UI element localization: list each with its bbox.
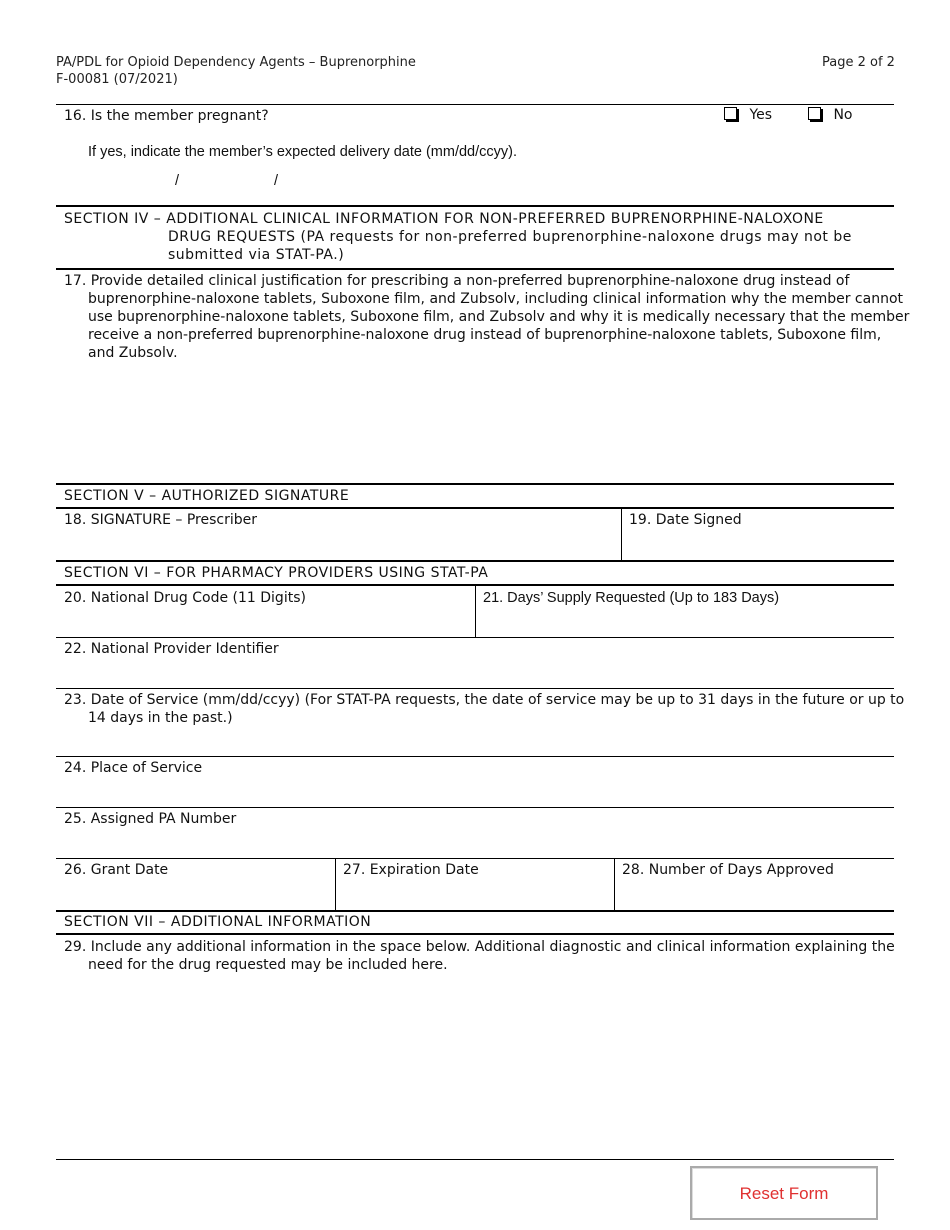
date-signed-field[interactable] <box>625 530 891 558</box>
q26-label: 26. Grant Date <box>64 862 169 878</box>
assigned-pa-number-field[interactable] <box>56 829 894 857</box>
pregnant-no-option[interactable] <box>808 107 853 123</box>
section-divider <box>56 560 894 562</box>
section-divider <box>56 205 894 207</box>
section4-heading-cont: submitted via STAT-PA.) <box>168 247 345 263</box>
reset-form-button[interactable]: Reset Form <box>690 1166 878 1220</box>
divider <box>56 637 894 638</box>
section-divider <box>56 483 894 485</box>
divider <box>56 756 894 757</box>
form-title: PA/PDL for Opioid Dependency Agents – Buprenorphine <box>56 55 416 70</box>
q23-label: 23. Date of Service (mm/dd/ccyy) (For STAT-PA requests, the date of service may be up to 31 days in the future or up to 14 days in the past.) <box>64 692 905 726</box>
q21-label: 21. Days’ Supply Requested (Up to 183 Days) <box>483 590 780 606</box>
delivery-date-field[interactable] <box>88 170 318 194</box>
divider <box>614 859 615 910</box>
form-number: F-00081 (07/2021) <box>56 72 178 87</box>
pregnant-no-checkbox[interactable] <box>808 107 821 120</box>
q16-label: 16. Is the member pregnant? <box>64 108 269 124</box>
date-separator: / <box>175 173 180 189</box>
section4-heading-cont: DRUG REQUESTS (PA requests for non-preferred buprenorphine-naloxone drugs may not be <box>168 229 852 245</box>
q18-label: 18. SIGNATURE – Prescriber <box>64 512 257 528</box>
section6-heading: SECTION VI – FOR PHARMACY PROVIDERS USING STAT-PA <box>64 565 489 581</box>
ndc-field[interactable] <box>56 608 472 636</box>
days-supply-field[interactable] <box>479 608 891 636</box>
divider <box>335 859 336 910</box>
divider <box>621 509 622 560</box>
q28-label: 28. Number of Days Approved <box>622 862 834 878</box>
signature-field[interactable] <box>56 530 616 558</box>
divider <box>56 858 894 859</box>
days-approved-field[interactable] <box>618 880 891 908</box>
date-of-service-field[interactable] <box>56 728 894 755</box>
place-of-service-field[interactable] <box>56 778 894 806</box>
expiration-date-field[interactable] <box>339 880 611 908</box>
q17-justification-field[interactable] <box>56 364 894 480</box>
page-number: Page 2 of 2 <box>822 55 895 70</box>
q29-label: 29. Include any additional information in the space below. Additional diagnostic and clinical information explaining the need for the drug requested may be included here. <box>64 939 895 973</box>
divider <box>56 688 894 689</box>
yes-label: Yes <box>749 107 773 123</box>
npi-field[interactable] <box>56 659 894 687</box>
delivery-date-instruction: If yes, indicate the member’s expected delivery date (mm/dd/ccyy). <box>88 144 518 160</box>
section-divider <box>56 933 894 935</box>
grant-date-field[interactable] <box>56 880 332 908</box>
section7-heading: SECTION VII – ADDITIONAL INFORMATION <box>64 914 372 930</box>
q22-label: 22. National Provider Identifier <box>64 641 279 657</box>
pregnant-yes-checkbox[interactable] <box>724 107 737 120</box>
q24-label: 24. Place of Service <box>64 760 203 776</box>
pregnant-yes-option[interactable] <box>724 107 772 123</box>
section5-heading: SECTION V – AUTHORIZED SIGNATURE <box>64 488 350 504</box>
section-divider <box>56 268 894 270</box>
additional-info-field[interactable] <box>56 978 894 1156</box>
q20-label: 20. National Drug Code (11 Digits) <box>64 590 306 606</box>
divider <box>56 104 894 105</box>
q25-label: 25. Assigned PA Number <box>64 811 237 827</box>
no-label: No <box>833 107 853 123</box>
section4-heading: SECTION IV – ADDITIONAL CLINICAL INFORMATION FOR NON-PREFERRED BUPRENORPHINE-NALOXONE <box>64 211 824 227</box>
section-divider <box>56 507 894 509</box>
divider <box>56 807 894 808</box>
q27-label: 27. Expiration Date <box>343 862 479 878</box>
q19-label: 19. Date Signed <box>629 512 742 528</box>
divider <box>475 586 476 637</box>
section-divider <box>56 910 894 912</box>
q17-label: 17. Provide detailed clinical justification for prescribing a non-preferred buprenorphine-naloxone drug instead of buprenorphine-naloxone tablets, Suboxone film, and Zubsolv, including clinical information why the member cannot use buprenorphine-naloxone tablets, Suboxone film, and Zubsolv and why it is medically necessary that the member receive a non-preferred buprenorphine-naloxone drug instead of buprenorphine-naloxone tablets, Suboxone film, and Zubsolv. <box>64 273 910 361</box>
date-separator: / <box>274 173 279 189</box>
divider <box>56 1159 894 1160</box>
